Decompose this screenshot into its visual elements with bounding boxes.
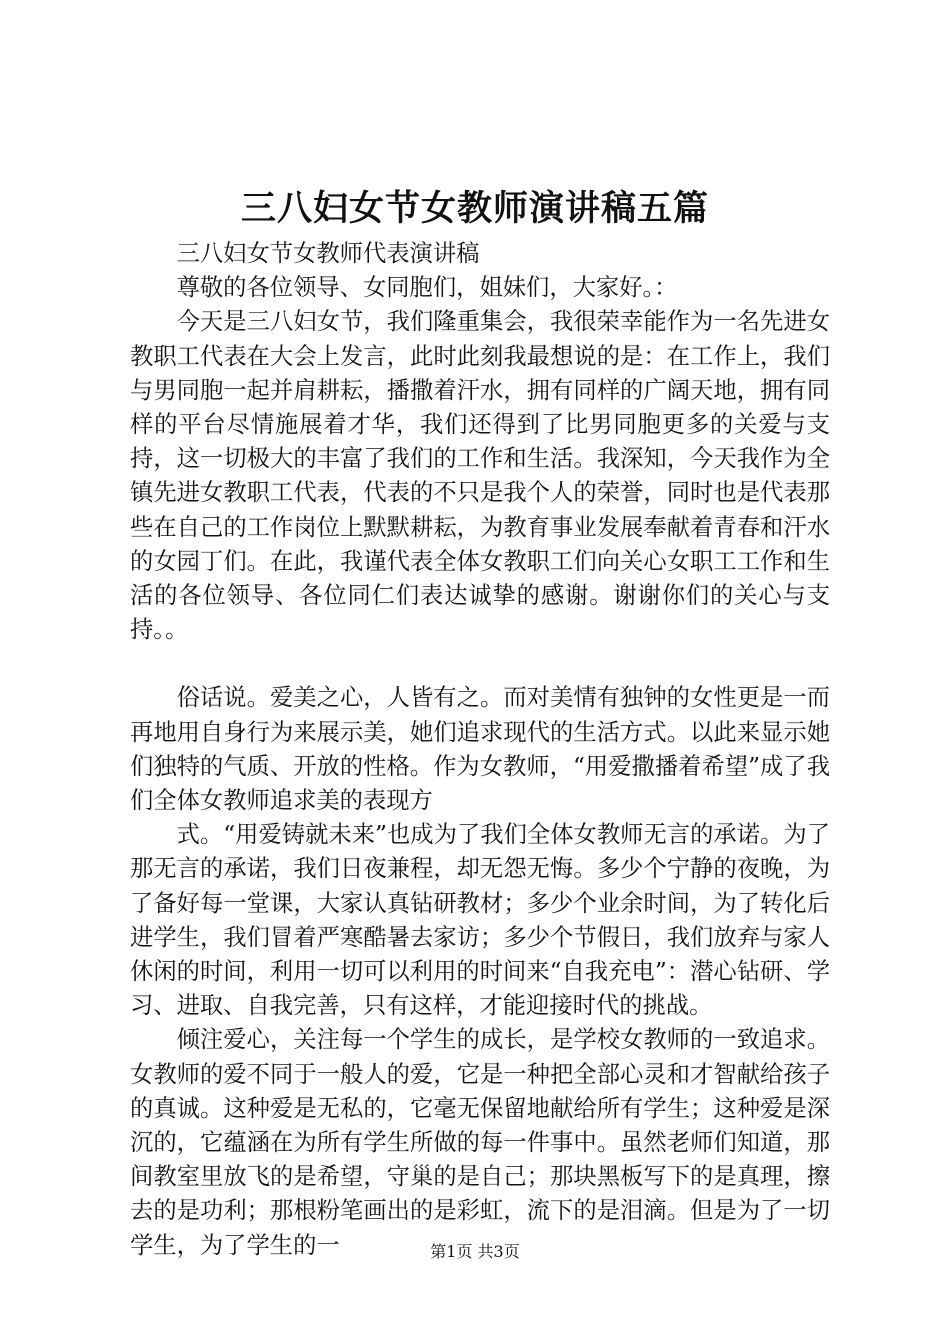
paragraph-opening: 今天是三八妇女节，我们隆重集会，我很荣幸能作为一名先进女教职工代表在大会上发言，此时此刻我最想说的是：在工作上，我们与男同胞一起并肩耕耘，播撒着汗水，拥有同样的广阔天地，拥有同样的平台尽情施展着才华，我们还得到了比男同胞更多的关爱与支持，这一切极大的丰富了我们的工作和生活。我深知，今天我作为全镇先进女教职工代表，代表的不只是我个人的荣誉，同时也是代表那些在自己的工作岗位上默默耕耘，为教育事业发展奉献着青春和汗水的女园丁们。在此，我谨代表全体女教职工们向关心女职工工作和生活的各位领导、各位同仁们表达诚挚的感谢。谢谢你们的关心与支持。。: [130, 308, 830, 644]
salutation: 尊敬的各位领导、女同胞们，姐妹们，大家好。：: [176, 274, 678, 302]
document-title: 三八妇女节女教师演讲稿五篇: [240, 188, 709, 229]
paragraph-beauty: 俗话说。爱美之心，人皆有之。而对美情有独钟的女性更是一而再地用自身行为来展示美，她们追求现代的生活方式。以此来显示她们独特的气质、开放的性格。作为女教师，“用爱撒播着希望”成了我们全体女教师追求美的表现方: [130, 684, 830, 815]
speech-subtitle: 三八妇女节女教师代表演讲稿: [176, 240, 480, 267]
paragraph-spacer: [130, 647, 830, 681]
document-body: [130, 237, 830, 1263]
paragraph-love: 倾注爱心，关注每一个学生的成长，是学校女教师的一致追求。女教师的爱不同于一般人的爱，它是一种把全部心灵和才智献给孩子的真诚。这种爱是无私的，它毫无保留地献给所有学生；这种爱是深沉的，它蕴涵在为所有学生所做的每一件事中。虽然老师们知道，那间教室里放飞的是希望，守巢的是自己；那块黑板写下的是真理，擦去的是功利；那根粉笔画出的是彩虹，流下的是泪滴。但是为了一切学生，为了学生的一: [130, 1026, 830, 1259]
page-footer: 第1页 共3页: [430, 1242, 520, 1261]
paragraph-promise: 式。“用爱铸就未来”也成为了我们全体女教师无言的承诺。为了那无言的承诺，我们日夜兼程，却无怨无悔。多少个宁静的夜晚，为了备好每一堂课，大家认真钻研教材；多少个业余时间，为了转化后进学生，我们冒着严寒酷暑去家访；多少个节假日，我们放弃与家人休闲的时间，利用一切可以利用的时间来“自我充电”：潜心钻研、学习、进取、自我完善，只有这样，才能迎接时代的挑战。: [130, 821, 830, 1020]
